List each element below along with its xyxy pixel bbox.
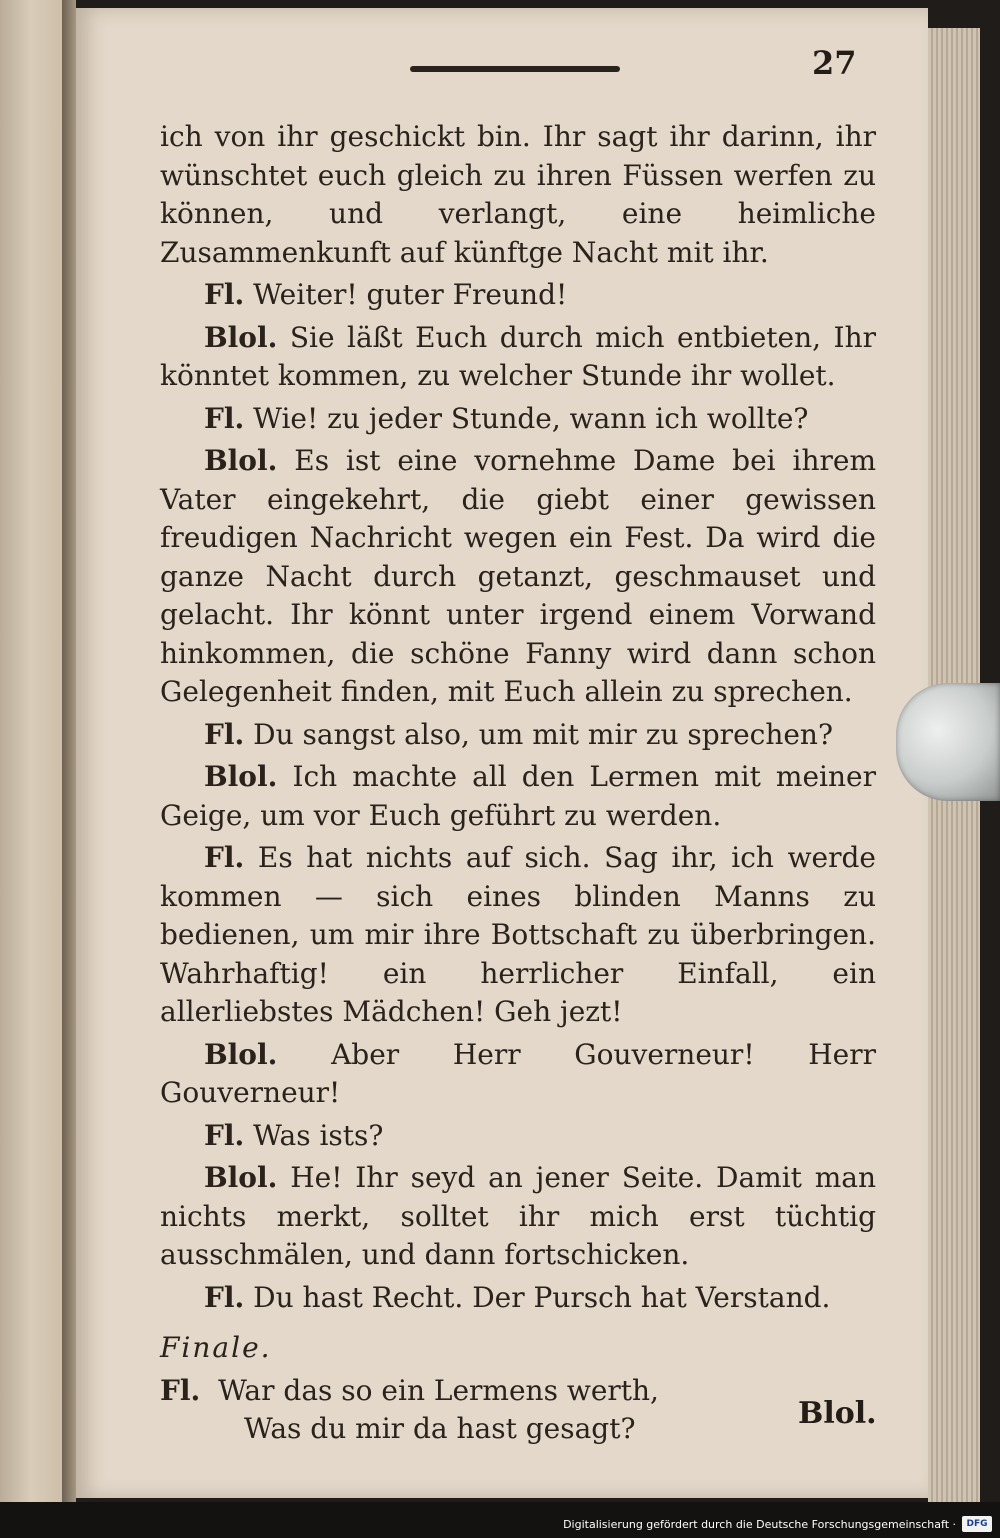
verse-text: War das so ein Lermens werth, [218, 1373, 659, 1407]
speaker-label: Blol. [204, 760, 278, 793]
speaker-label: Fl. [204, 401, 245, 435]
page-number: 27 [812, 44, 857, 82]
dfg-logo-icon: DFG [962, 1516, 992, 1532]
verse-text: Was du mir da hast gesagt? [244, 1412, 636, 1445]
speaker-label: Fl. [204, 1118, 245, 1152]
paragraph-text: Es ist eine vornehme Dame bei ihrem Vater eingekehrt, die giebt einer gewissen freudigen Nachricht wegen ein Fest. Da wird die ganze Nacht durch getanzt, geschmauset und gelacht. Ihr könnt unter irgend einem Vorwand hinkommen, die schöne Fanny wird dann schon Gelegenheit finden, mit Euch allein zu sprechen. [160, 444, 876, 708]
paragraph [160, 400, 876, 439]
paragraph-text: Du sangst also, um mit mir zu sprechen? [253, 717, 833, 751]
paragraph [160, 442, 876, 712]
speaker-label: Fl. [204, 717, 245, 751]
paragraph [160, 716, 876, 755]
paragraph-text: Wie! zu jeder Stunde, wann ich wollte? [253, 401, 809, 435]
paragraph [160, 839, 876, 1032]
paragraph-text: ich von ihr geschickt bin. Ihr sagt ihr darinn, ihr wünschtet euch gleich zu ihren Füssen werfen zu können, und verlangt, eine heimliche Zusammenkunft auf künftge Nacht mit ihr. [160, 120, 876, 269]
paragraph [160, 276, 876, 315]
paragraph [160, 1279, 876, 1318]
speaker-label: Fl. [160, 1373, 201, 1407]
speaker-label: Blol. [204, 1161, 278, 1194]
speaker-label: Fl. [204, 278, 245, 311]
paragraph-text: Weiter! guter Freund! [253, 278, 568, 311]
paragraph-text: Es hat nichts auf sich. Sag ihr, ich werde kommen — sich eines blinden Manns zu bedienen, um mir ihre Bottschaft zu überbringen. Wahrhaftig! ein herrlicher Einfall, ein allerliebstes Mädchen! Geh jezt! [160, 841, 876, 1028]
paragraph [160, 758, 876, 835]
paragraph [160, 319, 876, 396]
verse-line [160, 1410, 876, 1449]
page-text [160, 118, 876, 1449]
book-spine [62, 0, 76, 1502]
paragraph [160, 1036, 876, 1113]
paragraph-text: Sie läßt Euch durch mich entbieten, Ihr könntet kommen, zu welcher Stunde ihr wollet. [160, 320, 877, 392]
speaker-label: Blol. [204, 444, 278, 477]
paragraph-text: Aber Herr Gouverneur! Herr Gouverneur! [160, 1037, 877, 1109]
paragraph-text: Ich machte all den Lermen mit meiner Geige, um vor Euch geführt zu werden. [160, 760, 876, 832]
finale-heading: Finale. [160, 1331, 272, 1364]
facing-page-edge [0, 0, 64, 1502]
speaker-label: Fl. [204, 841, 245, 874]
header-rule [410, 66, 620, 72]
speaker-label: Blol. [204, 1037, 278, 1071]
paragraph-text: He! Ihr seyd an jener Seite. Damit man nichts merkt, solltet ihr mich erst tüchtig ausschmälen, und dann fortschicken. [160, 1161, 877, 1271]
footer-credit: Digitalisierung gefördert durch die Deutsche Forschungsgemeinschaft · [563, 1518, 956, 1531]
speaker-label: Blol. [204, 320, 278, 354]
catchword: Blol. [798, 1396, 877, 1431]
speaker-label: Fl. [204, 1280, 245, 1314]
paragraph-text: Was ists? [253, 1118, 384, 1152]
paragraph [160, 118, 876, 272]
page-clip [896, 683, 1000, 801]
paragraph [160, 1159, 876, 1275]
paragraph-text: Du hast Recht. Der Pursch hat Verstand. [253, 1280, 831, 1314]
paragraph [160, 1117, 876, 1156]
verse-line [160, 1372, 876, 1411]
